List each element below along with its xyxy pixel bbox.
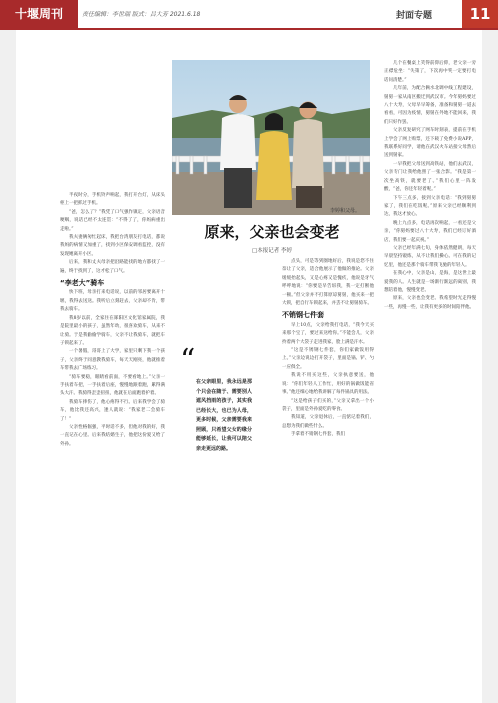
paragraph: 父亲性格倔强，平时话不多，但他对我的好，我一直记在心里。后来我结婚生子，他把这份爱又给了外孙。 xyxy=(60,424,165,447)
header-rule xyxy=(0,28,498,30)
paragraph: 一个暑假，哥哥上了大学，家里只剩下我一个孩子，父亲终于同意教我骑车，每天天刚亮，他就推着车带我去广场练习。 xyxy=(60,349,165,372)
left-margin-band xyxy=(0,30,16,703)
paragraph: 晚上九点多，电话再次响起，一看还是父亲，“你舅妈要过八十大寿，我们已经订好酒店，我们要一起庆祝。” xyxy=(384,220,476,243)
paragraph: 快下班，母亲打来电话说，以前的邻居要离开十堰，我得去送送。我听后立刻赶去，父亲却不肯，带我去骑车。 xyxy=(60,290,165,313)
subheading: “李老大”骑车 xyxy=(60,279,105,288)
paragraph: 半夜时分，手机铃声响起，我打开台灯，从床头柜上一把抓过手机。 xyxy=(60,193,165,207)
paragraph: 点头，可是等到圈地好后，我说是您不住奈让了父亲，适合他展示了他做的推论。父亲缓缓抬起头，又是心疼又是愧疚，他说是牙气呼呼地说：“你要是早告诉我，我一定打断他一顿。”但父亲并不打算原谅舅舅，他买来一把大锁，把自行车锁起来，并丢不让舅舅骑车。 xyxy=(282,259,374,307)
header-meta: 责任编辑：李世瑞 版式：吕大芳 2021.6.18 xyxy=(82,11,201,18)
paragraph: 下午三点多，接到父亲电话：“我到舅舅家了，我们在吃饭呢。”原来父亲已经顺利到达，我这才放心。 xyxy=(384,195,476,218)
paragraph: “这是不锈钢七件套，你们家做饭用得上。”父亲边说边打开袋子，里面是锅、铲、勺一应俱全。 xyxy=(282,348,374,370)
paragraph: 父亲已经年满七旬，身体依然健朗，每天早晨坚持锻炼，从不让我们操心。可在我的记忆里，他还是那个骑车带我飞驰的年轻人。 xyxy=(384,245,476,268)
section-title: 封面专题 xyxy=(396,11,433,21)
paragraph: 原来，父亲也会变老。我希望时光走得慢一些，再慢一些，让我有更多的时间陪伴他。 xyxy=(384,296,476,310)
paragraph: 几个在餐桌上笑得前仰后仰，老父亲一旁正襟危坐：“失策了，下次再中奖一定要打电话问清楚。” xyxy=(384,61,476,83)
article-byline: □本报记者 李婷 xyxy=(252,248,292,254)
paragraph: 早上10点，父亲给我打电话，“我今天买来那个宝了，要过来送给你。”不能会儿，父亲拎着两个大袋子走进我家，脸上满是汗水。 xyxy=(282,322,374,345)
paragraph: 几年前，为配合俩水北调中线工程建设，舅舅一家从南区搬迁到武汉市。今年舅妈要过八十大寿，父母早早筹备，准备和舅舅一道去看看，可因为疫情，舅舅在外地不能回来，我们只好作罢。 xyxy=(384,86,476,125)
paragraph: 我骑车摔伤了，他心疼得不行。后来我学会了骑车，他比我还高兴，逢人就说：“我家老二会骑车了！” xyxy=(60,399,165,422)
page-header xyxy=(0,0,498,28)
paragraph: 我夫妻俩匆忙起床，我把台湾朋友打电话，都说我妈的病情又加重了，找到小区保安调看监控，没有发现她离开小区。 xyxy=(60,235,165,257)
article-title: 原来，父亲也会变老 xyxy=(204,223,340,241)
family-photo xyxy=(172,60,370,215)
pull-quote: 在父亲眼里，我永远是那个只会在随于、需要别人遮风挡雨的孩子，其实我已经长大，也已为人母，更多时候，父亲需要我来照顾，只希望父女的缘分能够延长，让我可以陪父亲走更远的路。 xyxy=(196,379,252,452)
paragraph: 后来，我和丈夫母亲把沿路能找的地方都找了一遍，终于找到了，这才松了口气。 xyxy=(60,260,165,274)
paragraph: 我8岁以前，全家住在郧阳区文化馆家属院，我是院里最小的孩子，虽然年幼，很喜欢骑车，从来不让骑。于是我偷偷学骑车，父亲不让我骑车，就把车子锁起来了。 xyxy=(60,315,165,346)
right-margin-band xyxy=(482,30,498,703)
paragraph: “这是给孩子们买的，”父亲又拿出一个小袋子，里面是外孙爱吃的零食。 xyxy=(282,398,374,412)
paragraph: 父亲反复研究了网车时刻表，提前在手机上学会了网上购票，还下载了免费小说APP，我联系好同学，请他在武汉火车站接父母然后送到舅家。 xyxy=(384,128,476,159)
quote-mark-icon: “ xyxy=(180,343,196,378)
column-2 xyxy=(282,258,374,694)
paragraph: “骑车要稳，眼睛看前面，不要看地上。”父亲一手扶着车把，一手扶着后座，慢慢地跟着跑，累得满头大汗。我骑得歪歪扭扭，他就在后面跑着护着。 xyxy=(60,374,165,397)
paragraph: 我知道，父亲退休后，一直惦记着我们，总想为我们做些什么。 xyxy=(282,415,374,429)
paragraph: 我说不用买这些，父亲执意要送，他说：“你们年轻人工作忙，用好的锅做饭能省事。”他还细心地给我讲解了每件锅具的用法。 xyxy=(282,373,374,396)
paragraph: “爸，怎么了？”我凭了口气强作镇定，父亲语音哽咽，说话已经不太连贯：“不得了了，你妈病重出走啦。” xyxy=(60,209,165,232)
paragraph: 手拿着不销钢七件套，我们 xyxy=(291,432,345,438)
subheading: 不销钢七件套 xyxy=(282,311,324,320)
column-3 xyxy=(384,60,476,694)
photo-caption: 李婷和父母。 xyxy=(330,208,361,214)
masthead: 十堰周刊 xyxy=(0,0,78,28)
page-number: 11 xyxy=(462,0,498,28)
paragraph: 在我心中，父亲是山，是海，是这世上最爱我的人。人生就是一场渐行渐远的离别，我想陪着他，慢慢变老。 xyxy=(384,271,476,293)
paragraph: 一早我把父母送到高铁站，他们去武汉，父亲专门让我给他照了一张合影。“我是第一次坐高铁，就要老了。”我们心里一阵发酸，“爸，你还年轻着呢。” xyxy=(384,161,476,193)
column-1 xyxy=(60,192,165,692)
